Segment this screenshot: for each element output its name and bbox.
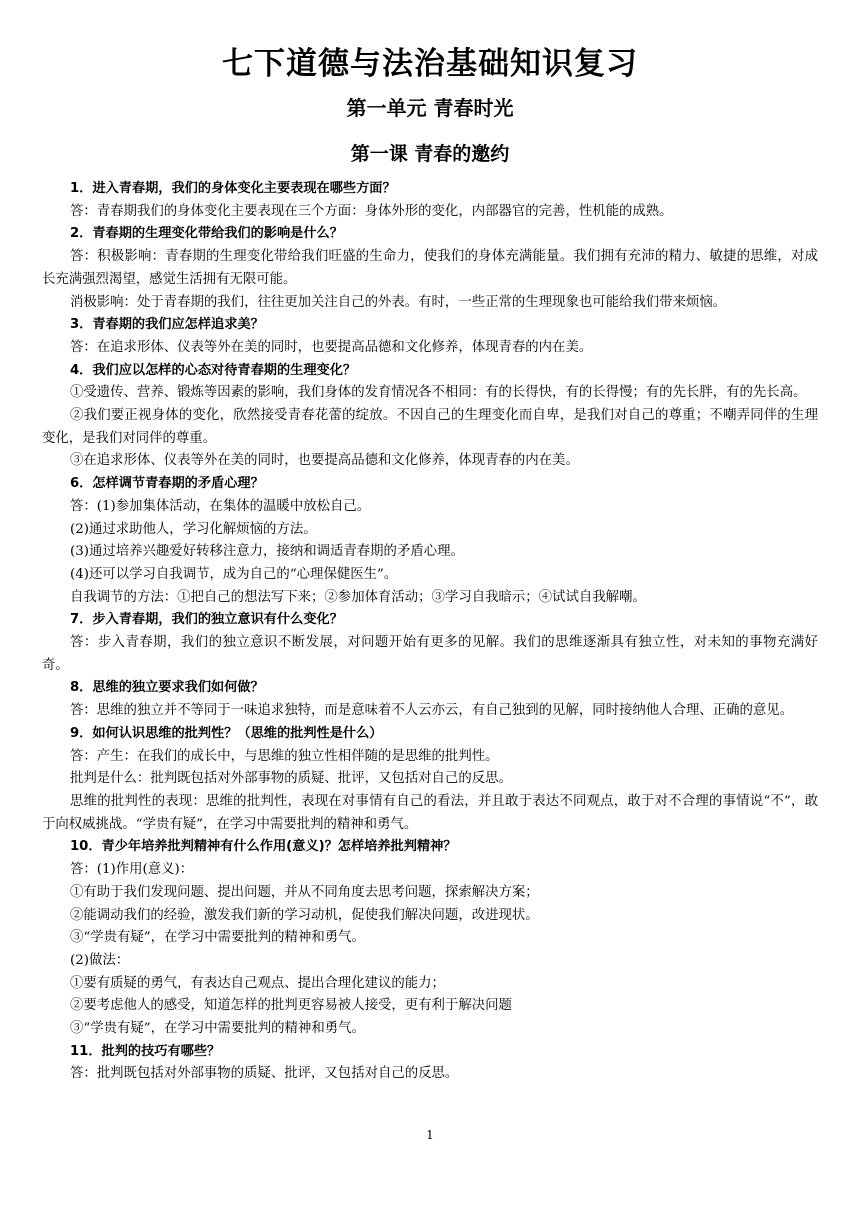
- answer-list-item: ②要考虑他人的感受，知道怎样的批判更容易被人接受，更有利于解决问题: [70, 998, 512, 1014]
- answer-list-item: (3)通过培养兴趣爱好转移注意力，接纳和调适青春期的矛盾心理。: [70, 544, 464, 560]
- unit-title: 第一单元 青春时光: [346, 96, 514, 120]
- answer-paragraph: 答：青春期我们的身体变化主要表现在三个方面：身体外形的变化，内部器官的完善，性机能的成熟。: [70, 203, 673, 219]
- answer-paragraph: 思维的批判性的表现：思维的批判性，表现在对事情有自己的看法，并且敢于表达不同观点，敢于对不合理的事情说“不”，敢于向权威挑战。“学贵有疑”，在学习中需要批判的精神和勇气。: [42, 793, 818, 832]
- page-number: 1: [426, 1128, 434, 1142]
- answer-list-item: (4)还可以学习自我调节，成为自己的“心理保健医生”。: [70, 566, 398, 582]
- answer-paragraph: 答：(1)作用(意义)：: [70, 862, 194, 878]
- document-title: 七下道德与法治基础知识复习: [222, 46, 638, 82]
- answer-paragraph: 答：(1)参加集体活动，在集体的温暖中放松自己。: [70, 498, 371, 514]
- lesson-title: 第一课 青春的邀约: [350, 143, 510, 165]
- question-heading: 10．青少年培养批判精神有什么作用(意义)？怎样培养批判精神？: [70, 839, 457, 855]
- answer-list-item: ①要有质疑的勇气，有表达自己观点、提出合理化建议的能力；: [70, 975, 445, 991]
- question-heading: 3．青春期的我们应怎样追求美？: [70, 317, 264, 333]
- question-heading: 4．我们应以怎样的心态对待青春期的生理变化？: [70, 362, 357, 378]
- answer-paragraph: ③在追求形体、仪表等外在美的同时，也要提高品德和文化修养，体现青春的内在美。: [70, 453, 579, 469]
- answer-paragraph: 答：步入青春期，我们的独立意识不断发展，对问题开始有更多的见解。我们的思维逐渐具有独立性，对未知的事物充满好奇。: [42, 635, 818, 673]
- answer-paragraph: ②我们要正视身体的变化，欣然接受青春花蕾的绽放。不因自己的生理变化而自卑，是我们对自己的尊重；不嘲弄同伴的生理变化，是我们对同伴的尊重。: [42, 408, 818, 446]
- answer-paragraph: 答：产生：在我们的成长中，与思维的独立性相伴随的是思维的批判性。: [70, 748, 499, 764]
- answer-paragraph: 自我调节的方法：①把自己的想法写下来；②参加体育活动；③学习自我暗示；④试试自我解嘲。: [70, 589, 646, 605]
- answer-paragraph: 答：积极影响：青春期的生理变化带给我们旺盛的生命力，使我们的身体充满能量。我们拥有充沛的精力、敏捷的思维，对成长充满强烈渴望，感觉生活拥有无限可能。: [42, 249, 818, 287]
- question-heading: 8．思维的独立要求我们如何做？: [70, 680, 264, 696]
- question-heading: 7．步入青春期，我们的独立意识有什么变化？: [70, 612, 343, 628]
- document-body: [42, 178, 818, 1086]
- answer-list-item: ③“学贵有疑”，在学习中需要批判的精神和勇气。: [70, 930, 365, 946]
- answer-list-item: ③“学贵有疑”，在学习中需要批判的精神和勇气。: [70, 1021, 365, 1037]
- answer-paragraph: 答：思维的独立并不等同于一味追求独特，而是意味着不人云亦云，有自己独到的见解，同时接纳他人合理、正确的意见。: [70, 703, 794, 719]
- answer-list-item: 答：批判既包括对外部事物的质疑、批评，又包括对自己的反思。: [70, 1066, 459, 1082]
- answer-list-item: (2)做法：: [70, 952, 130, 968]
- question-heading: 11．批判的技巧有哪些？: [70, 1043, 221, 1059]
- answer-paragraph: 批判是什么：批判既包括对外部事物的质疑、批评，又包括对自己的反思。: [70, 771, 512, 787]
- answer-paragraph: 答：在追求形体、仪表等外在美的同时，也要提高品德和文化修养，体现青春的内在美。: [70, 339, 593, 355]
- answer-list-item: ②能调动我们的经验，激发我们新的学习动机，促使我们解决问题，改进现状。: [70, 907, 539, 923]
- answer-paragraph: ①受遗传、营养、锻炼等因素的影响，我们身体的发育情况各不相同：有的长得快，有的长得慢；有的先长胖，有的先长高。: [70, 385, 807, 401]
- answer-paragraph: 消极影响：处于青春期的我们，往往更加关注自己的外表。有时，一些正常的生理现象也可能给我们带来烦恼。: [70, 294, 727, 310]
- answer-list-item: (2)通过求助他人，学习化解烦恼的方法。: [70, 521, 317, 537]
- question-heading: 1．进入青春期，我们的身体变化主要表现在哪些方面？: [70, 181, 396, 196]
- question-heading: 9．如何认识思维的批判性？（思维的批判性是什么）: [70, 725, 383, 741]
- question-heading: 2．青春期的生理变化带给我们的影响是什么？: [70, 226, 343, 242]
- question-heading: 6．怎样调节青春期的矛盾心理？: [70, 476, 264, 492]
- answer-list-item: ①有助于我们发现问题、提出问题，并从不同角度去思考问题，探索解决方案；: [70, 884, 539, 900]
